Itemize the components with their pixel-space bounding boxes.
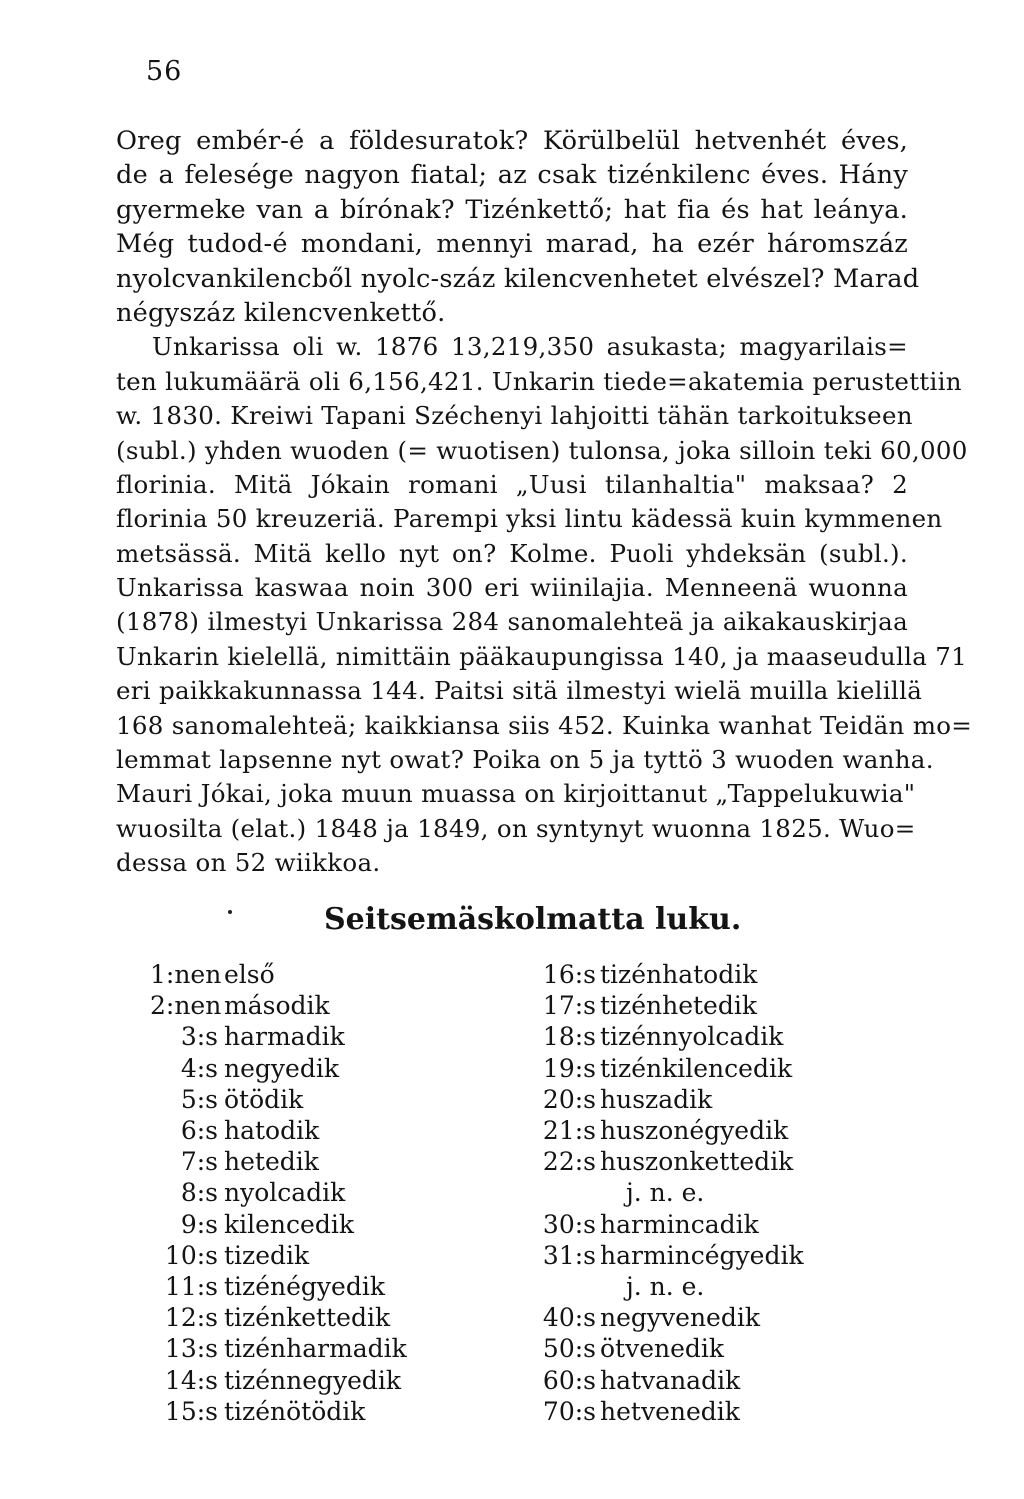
section-title: Seitsemäskolmatta luku. [324, 902, 742, 937]
text-line: florinia. Mitä Jókain romani „Uusi tilanhaltia" maksaa? 2 [116, 469, 908, 499]
ordinal-number: 18:s [542, 1022, 596, 1052]
ordinal-number: 17:s [542, 991, 596, 1021]
ordinal-word: huszonkettedik [600, 1147, 794, 1177]
ordinal-row [520, 1116, 900, 1147]
ordinal-word: tizénkilencedik [600, 1053, 793, 1083]
ordinal-number: 30:s [542, 1209, 596, 1239]
ordinal-number: 20:s [542, 1084, 596, 1114]
ordinal-row [150, 1147, 530, 1178]
text-line: dessa on 52 wiikkoa. [116, 848, 381, 878]
ordinal-row [520, 1241, 900, 1272]
ordinal-number: 8:s [180, 1178, 218, 1208]
ordinal-row [520, 960, 900, 991]
ordinal-word: tizénhatodik [600, 960, 758, 989]
ordinal-word: huszonégyedik [600, 1116, 789, 1145]
ordinal-word: hatodik [224, 1116, 320, 1145]
text-line: Mauri Jókai, joka muun muassa on kirjoittanut „Tappelukuwia" [116, 779, 916, 809]
ordinal-row [520, 1272, 900, 1303]
ordinal-word: negyvenedik [600, 1303, 760, 1333]
ordinal-number: 21:s [542, 1116, 596, 1145]
ordinal-row [150, 1241, 530, 1272]
ordinal-word: tizénkettedik [224, 1303, 391, 1333]
ordinal-word: negyedik [224, 1053, 339, 1083]
text-line: gyermeke van a bírónak? Tizénkettő; hat fia és hat leánya. [116, 194, 908, 225]
ink-dot [228, 910, 232, 914]
ordinal-number: 15:s [164, 1396, 218, 1426]
ordinal-word: tizénharmadik [224, 1334, 407, 1364]
ordinal-row [150, 1116, 530, 1147]
ordinal-row [150, 1303, 530, 1334]
ordinal-word: első [224, 960, 275, 989]
ordinal-row [150, 1366, 530, 1397]
ordinal-number: 60:s [542, 1365, 596, 1395]
ordinal-word: tizénötödik [224, 1396, 366, 1426]
ordinal-word: ötödik [224, 1084, 304, 1114]
ordinal-row [150, 1022, 530, 1053]
text-line: (subl.) yhden wuoden (= wuotisen) tulonsa, joka silloin teki 60,000 [116, 435, 968, 465]
ordinal-number: 40:s [542, 1303, 596, 1333]
ordinal-word: ötvenedik [600, 1334, 725, 1364]
ordinal-number: 4:s [180, 1053, 218, 1083]
text-line: Unkarissa oli w. 1876 13,219,350 asukasta; magyarilais= [152, 332, 908, 362]
ordinal-row [150, 1334, 530, 1365]
text-line: wuosilta (elat.) 1848 ja 1849, on syntynyt wuonna 1825. Wuo= [116, 813, 916, 843]
ordinal-row [150, 1397, 530, 1428]
ordinal-row [520, 1210, 900, 1241]
ordinal-word: harmincadik [600, 1209, 759, 1239]
ordinal-word: nyolcadik [224, 1178, 346, 1208]
text-line: Oreg embér-é a földesuratok? Körülbelül hetvenhét éves, [116, 126, 908, 156]
ordinal-word: harmadik [224, 1022, 345, 1052]
ordinal-number: 1:nen [150, 960, 222, 989]
ordinal-word: harmincégyedik [600, 1240, 804, 1270]
text-line: ten lukumäärä oli 6,156,421. Unkarin tiede=akatemia perustettiin [116, 366, 962, 396]
ordinal-number: 12:s [164, 1303, 218, 1333]
ordinal-row [150, 1272, 530, 1303]
text-line: Még tudod-é mondani, mennyi marad, ha ezér háromszáz [116, 229, 908, 260]
ordinal-number: 70:s [542, 1396, 596, 1426]
text-line: eri paikkakunnassa 144. Paitsi sitä ilmestyi wielä muilla kielillä [116, 676, 923, 706]
ordinal-row [150, 960, 530, 991]
text-line: 168 sanomalehteä; kaikkiansa siis 452. Kuinka wanhat Teidän mo= [116, 710, 973, 740]
ordinal-row [150, 1178, 530, 1209]
ordinal-row [520, 1178, 900, 1209]
text-line: Unkarin kielellä, nimittäin pääkaupungissa 140, ja maaseudulla 71 [116, 641, 968, 671]
ordinal-row [520, 1022, 900, 1053]
text-line: nyolcvankilencből nyolc-száz kilencvenhetet elvészel? Marad [116, 263, 920, 294]
ordinal-number: 13:s [164, 1334, 218, 1364]
ordinal-number: 2:nen [150, 991, 222, 1021]
ordinal-number: 31:s [542, 1240, 596, 1270]
ordinal-number: 50:s [542, 1334, 596, 1364]
text-line: lemmat lapsenne nyt owat? Poika on 5 ja tyttö 3 wuoden wanha. [116, 745, 934, 775]
ordinal-word: hatvanadik [600, 1365, 741, 1395]
ordinal-row [520, 991, 900, 1022]
ordinal-row [150, 1054, 530, 1085]
ordinal-word: második [224, 991, 330, 1021]
ordinal-word: huszadik [600, 1084, 713, 1114]
text-line: florinia 50 kreuzeriä. Parempi yksi lintu kädessä kuin kymmenen [116, 504, 943, 534]
text-line: w. 1830. Kreiwi Tapani Széchenyi lahjoitti tähän tarkoitukseen [116, 401, 913, 431]
body-text [116, 124, 973, 881]
ordinal-row [520, 1085, 900, 1116]
text-line: metsässä. Mitä kello nyt on? Kolme. Puoli yhdeksän (subl.). [116, 538, 908, 568]
ordinal-number: 11:s [164, 1272, 218, 1301]
ordinal-word: tizénégyedik [224, 1272, 385, 1301]
ordinal-word: hetedik [224, 1147, 319, 1177]
ordinal-number: 6:s [180, 1116, 218, 1145]
ordinal-row [520, 1334, 900, 1365]
ordinal-row [520, 1147, 900, 1178]
ordinal-word: hetvenedik [600, 1396, 740, 1426]
ordinal-row [520, 1054, 900, 1085]
ordinal-row [150, 1210, 530, 1241]
ordinal-word: tizedik [224, 1240, 310, 1270]
etc-abbreviation: j. n. e. [626, 1178, 705, 1208]
ordinal-row [520, 1303, 900, 1334]
ordinal-word: tizénhetedik [600, 991, 757, 1021]
text-line: négyszáz kilencvenkettő. [116, 297, 446, 328]
text-line: Unkarissa kaswaa noin 300 eri wiinilajia. Menneenä wuonna [116, 573, 908, 603]
text-line: (1878) ilmestyi Unkarissa 284 sanomalehteä ja aikakauskirjaa [116, 607, 908, 637]
ordinal-row [520, 1397, 900, 1428]
ordinal-row [150, 1085, 530, 1116]
page-number: 56 [146, 56, 183, 87]
ordinal-number: 19:s [542, 1053, 596, 1083]
text-line: de a felesége nagyon fiatal; az csak tizénkilenc éves. Hány [116, 160, 908, 191]
ordinal-word: tizénnegyedik [224, 1365, 402, 1395]
ordinal-row [150, 991, 530, 1022]
ordinal-number: 5:s [180, 1084, 218, 1114]
etc-abbreviation: j. n. e. [626, 1272, 705, 1301]
ordinal-number: 22:s [542, 1147, 596, 1177]
ordinal-row [520, 1366, 900, 1397]
ordinal-word: kilencedik [224, 1209, 354, 1239]
ordinal-number: 7:s [180, 1147, 218, 1177]
ordinal-number: 10:s [164, 1240, 218, 1270]
ordinal-number: 3:s [180, 1022, 218, 1052]
ordinal-word: tizénnyolcadik [600, 1022, 784, 1052]
ordinal-number: 14:s [164, 1365, 218, 1395]
ordinal-number: 16:s [542, 960, 596, 989]
ordinal-number: 9:s [180, 1209, 218, 1239]
